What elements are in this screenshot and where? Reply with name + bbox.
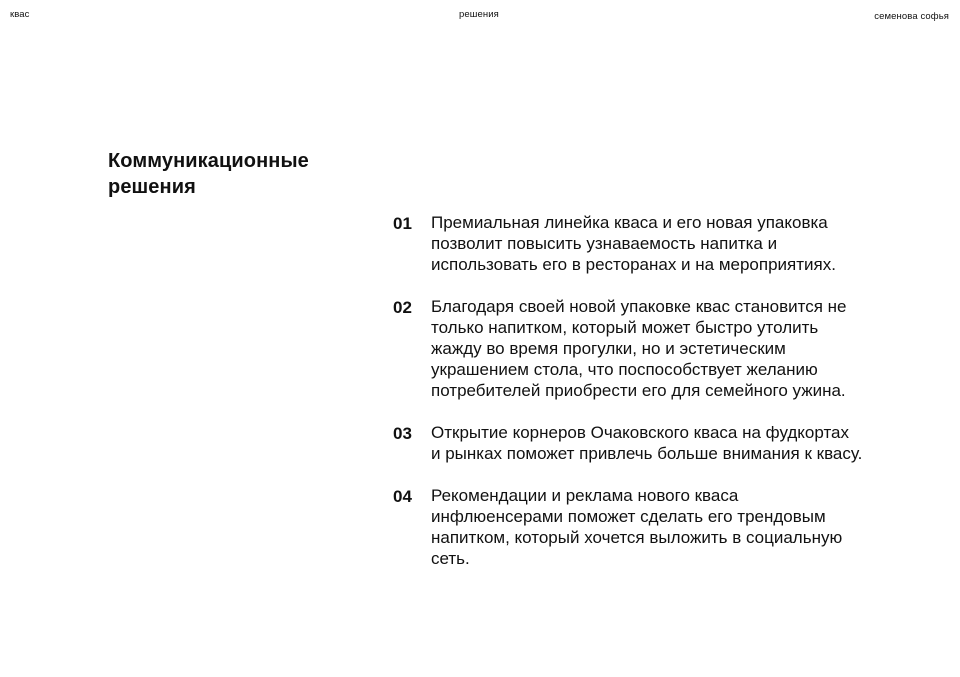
solution-number: 03 [393, 424, 412, 443]
solution-text: Рекомендации и реклама нового кваса инфлюенсерами поможет сделать его трендовым напитком, который хочется выложить в социальную сеть. [431, 486, 843, 568]
page-title-line-1: Коммуникационные [108, 150, 309, 172]
page-title-line-2: решения [108, 176, 196, 198]
solution-text: Премиальная линейка кваса и его новая упаковка позволит повысить узнаваемость напитка и использовать его в ресторанах и на мероприятиях. [431, 213, 836, 274]
solution-number: 02 [393, 298, 412, 317]
header-brand-label: квас [10, 9, 30, 20]
page-title [108, 148, 368, 200]
solution-item-03 [393, 422, 873, 464]
solution-number: 04 [393, 487, 412, 506]
header-section-label: решения [459, 9, 499, 20]
solutions-list [393, 212, 873, 569]
solution-item-04 [393, 485, 873, 569]
solution-number: 01 [393, 214, 412, 233]
solution-text: Благодаря своей новой упаковке квас становится не только напитком, который может быстро утолить жажду во время прогулки, но и эстетическим украшением стола, что поспособствует желанию потребителей приобрести его для семейного ужина. [431, 297, 847, 400]
header-author-label: семенова софья [874, 11, 949, 22]
solution-item-01 [393, 212, 873, 275]
solution-text: Открытие корнеров Очаковского кваса на фудкортах и рынках поможет привлечь больше внимания к квасу. [431, 423, 863, 463]
solution-item-02 [393, 296, 873, 401]
